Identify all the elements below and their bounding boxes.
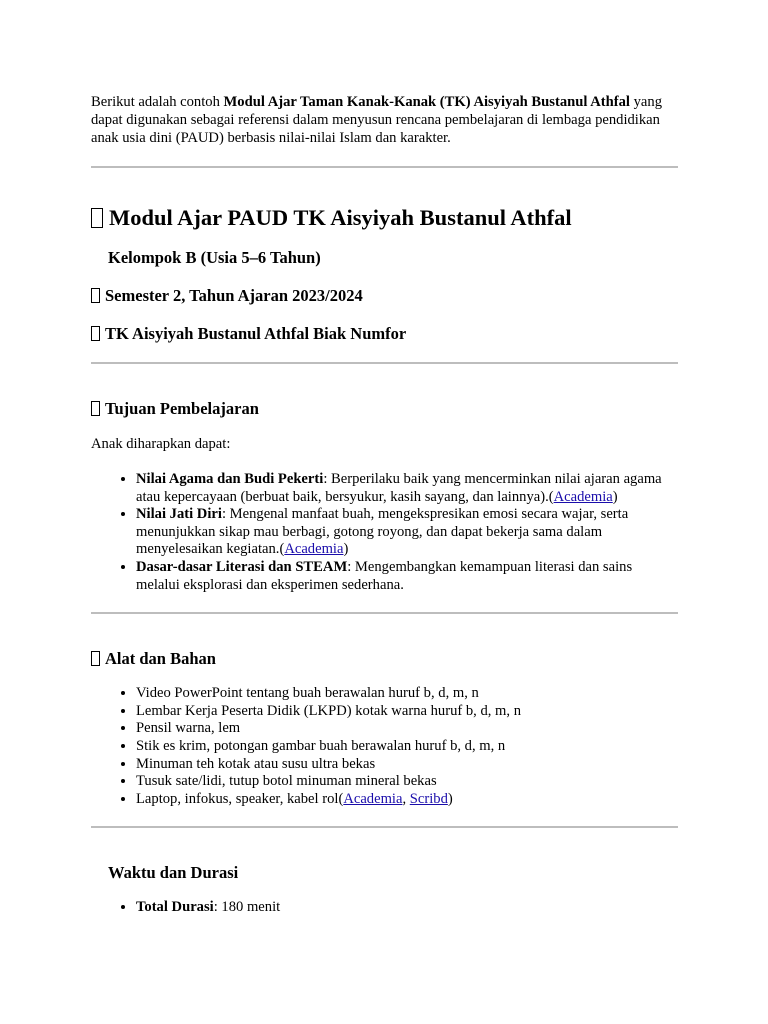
group-heading: Kelompok B (Usia 5–6 Tahun) [108,248,321,267]
emoji-placeholder-icon [91,651,100,666]
tujuan-heading: Tujuan Pembelajaran [91,398,678,420]
list-item: • Pensil warna, lem [136,720,678,738]
semester-heading: Semester 2, Tahun Ajaran 2023/2024 [91,285,678,307]
waktu-list [91,899,678,917]
intro-bold: Modul Ajar Taman Kanak-Kanak (TK) Aisyiyah Bustanul Athfal [223,94,630,110]
intro-paragraph: Berikut adalah contoh Modul Ajar Taman Kanak-Kanak (TK) Aisyiyah Bustanul Athfal yang dapat digunakan sebagai referensi dalam menyusun rencana pembelajaran di lembaga pendidikan anak usia dini (PAUD) berbasis nilai-nilai Islam dan karakter. [91,94,663,146]
divider [91,166,678,168]
academia-link[interactable]: Academia [553,488,613,505]
tujuan-list [91,471,678,594]
list-item: • Nilai Jati Diri: Mengenal manfaat buah, mengekspresikan emosi secara wajar, serta menunjukkan sikap mau berbagi, gotong royong, dan dapat bekerja sama dalam menyelesaikan kegiatan.(Academia) [136,506,678,559]
list-item: • Total Durasi: 180 menit [136,899,678,917]
list-item: • Video PowerPoint tentang buah berawalan huruf b, d, m, n [136,685,678,703]
emoji-placeholder-icon [91,401,100,416]
academia-link[interactable]: Academia [284,541,344,558]
academia-link[interactable]: Academia [343,790,403,807]
list-item: • Nilai Agama dan Budi Pekerti: Berperilaku baik yang mencerminkan nilai ajaran agama atau kepercayaan (berbuat baik, bersyukur, kasih sayang, dan lainnya).(Academia) [136,471,678,506]
scribd-link[interactable]: Scribd [409,790,448,807]
divider [91,826,678,828]
list-item: • Tusuk sate/lidi, tutup botol minuman mineral bekas [136,773,678,791]
divider [91,362,678,364]
list-item: • Dasar-dasar Literasi dan STEAM: Mengembangkan kemampuan literasi dan sains melalui eksplorasi dan eksperimen sederhana. [136,559,678,594]
school-heading: TK Aisyiyah Bustanul Athfal Biak Numfor [91,323,678,345]
emoji-placeholder-icon [91,288,100,303]
document-body [91,93,678,917]
list-item: • Minuman teh kotak atau susu ultra bekas [136,756,678,774]
emoji-placeholder-icon [91,326,100,341]
tujuan-lead: Anak diharapkan dapat: [91,436,231,452]
module-title: Modul Ajar PAUD TK Aisyiyah Bustanul Athfal [91,204,678,232]
alat-heading: Alat dan Bahan [91,648,678,670]
emoji-placeholder-icon [91,208,103,228]
list-item: • Stik es krim, potongan gambar buah berawalan huruf b, d, m, n [136,738,678,756]
list-item: • Laptop, infokus, speaker, kabel rol(Academia, Scribd) [136,791,678,809]
list-item: • Lembar Kerja Peserta Didik (LKPD) kotak warna huruf b, d, m, n [136,703,678,721]
alat-list [91,685,678,808]
waktu-heading: Waktu dan Durasi [108,863,239,883]
divider [91,612,678,614]
